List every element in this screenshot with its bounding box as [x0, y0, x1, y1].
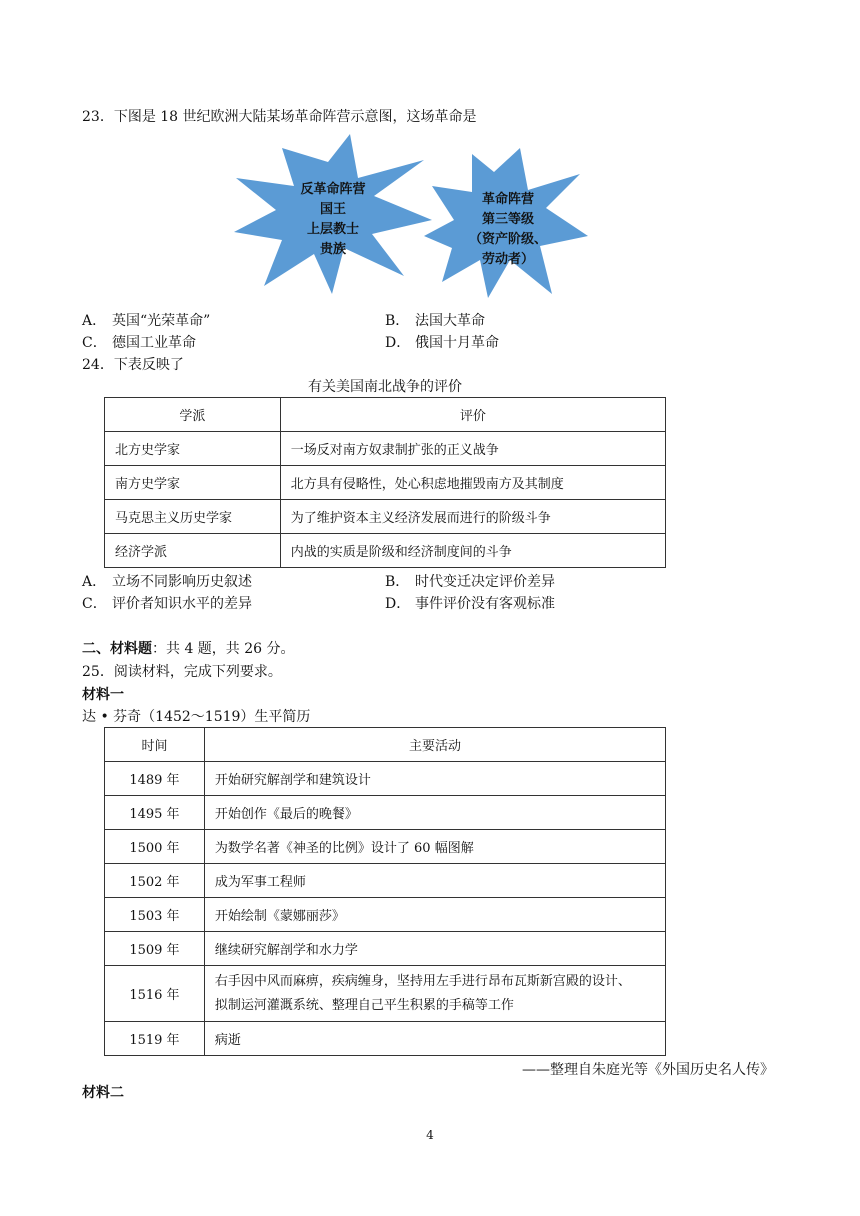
activity-cell: 成为军事工程师	[204, 864, 665, 898]
year-cell: 1516 年	[105, 966, 205, 1022]
table-header-row	[105, 398, 666, 432]
table-row	[105, 500, 666, 534]
material2-label: 材料二	[82, 1085, 124, 1101]
third-estate-label: 第三等级	[481, 212, 534, 227]
page-number: 4	[426, 1128, 434, 1142]
activity-cell: 为数学名著《神圣的比例》设计了 60 幅图解	[204, 830, 665, 864]
table-row	[105, 898, 666, 932]
q24-table-title: 有关美国南北战争的评价	[308, 379, 462, 395]
header-evaluation: 评价	[280, 398, 665, 432]
table-row	[105, 966, 666, 1022]
activity-cell: 病逝	[204, 1022, 665, 1056]
table-row	[105, 1022, 666, 1056]
q23-option-c[interactable]: C． 德国工业革命	[82, 335, 196, 351]
activity-line: 右手因中风而麻痹，疾病缠身，坚持用左手进行昂布瓦斯新宫殿的设计、	[214, 973, 631, 989]
q23-option-a[interactable]: A． 英国“光荣革命”	[82, 313, 211, 329]
revolution-camps-diagram	[228, 130, 598, 312]
table-row	[105, 466, 666, 500]
king-label: 国王	[319, 202, 346, 217]
activity-line: 拟制运河灌溉系统、整理自己平生积累的手稿等工作	[214, 997, 514, 1013]
year-cell: 1502 年	[105, 864, 205, 898]
year-cell: 1509 年	[105, 932, 205, 966]
year-cell: 1489 年	[105, 762, 205, 796]
table-row	[105, 796, 666, 830]
section2-heading: 二、材料题：共 4 题，共 26 分。	[82, 641, 295, 657]
counter-revolution-title: 反革命阵营	[300, 182, 366, 197]
activity-cell	[204, 966, 665, 1022]
q24-option-d[interactable]: D． 事件评价没有客观标准	[385, 596, 555, 612]
evaluation-cell: 一场反对南方奴隶制扩张的正义战争	[280, 432, 665, 466]
evaluation-cell: 为了维护资本主义经济发展而进行的阶级斗争	[280, 500, 665, 534]
header-school: 学派	[105, 398, 281, 432]
year-cell: 1519 年	[105, 1022, 205, 1056]
q24-option-c[interactable]: C． 评价者知识水平的差异	[82, 596, 252, 612]
activity-cell: 开始绘制《蒙娜丽莎》	[204, 898, 665, 932]
year-cell: 1503 年	[105, 898, 205, 932]
revolution-labels	[448, 190, 568, 270]
q23-option-d[interactable]: D． 俄国十月革命	[385, 335, 499, 351]
source-citation: ——整理自朱庭光等《外国历史名人传》	[522, 1062, 774, 1078]
q25-table-title: 达 • 芬奇（1452～1519）生平简历	[82, 709, 311, 725]
activity-cell: 开始研究解剖学和建筑设计	[204, 762, 665, 796]
evaluation-cell: 内战的实质是阶级和经济制度间的斗争	[280, 534, 665, 568]
school-cell: 北方史学家	[105, 432, 281, 466]
q24-option-b[interactable]: B． 时代变迁决定评价差异	[385, 574, 555, 590]
revolution-title: 革命阵营	[481, 192, 534, 207]
school-cell: 经济学派	[105, 534, 281, 568]
upper-clergy-label: 上层教士	[306, 222, 359, 237]
nobility-label: 贵族	[319, 242, 346, 257]
da-vinci-biography-table	[104, 727, 666, 1056]
table-row	[105, 432, 666, 466]
header-time: 时间	[105, 728, 205, 762]
evaluation-cell: 北方具有侵略性，处心积虑地摧毁南方及其制度	[280, 466, 665, 500]
q23-option-b[interactable]: B． 法国大革命	[385, 313, 485, 329]
q25-stem: 25．阅读材料，完成下列要求。	[82, 664, 282, 680]
table-row	[105, 534, 666, 568]
q23-stem: 23．下图是 18 世纪欧洲大陆某场革命阵营示意图，这场革命是	[82, 109, 477, 125]
year-cell: 1500 年	[105, 830, 205, 864]
material1-label: 材料一	[82, 687, 124, 703]
civil-war-evaluation-table	[104, 397, 666, 568]
table-row	[105, 830, 666, 864]
counter-revolution-labels	[278, 180, 388, 260]
activity-cell: 继续研究解剖学和水力学	[204, 932, 665, 966]
q24-option-a[interactable]: A． 立场不同影响历史叙述	[82, 574, 252, 590]
activity-cell: 开始创作《最后的晚餐》	[204, 796, 665, 830]
laborers-label: 劳动者）	[481, 252, 534, 267]
bourgeoisie-label: （资产阶级、	[468, 232, 547, 247]
table-header-row	[105, 728, 666, 762]
header-activity: 主要活动	[204, 728, 665, 762]
year-cell: 1495 年	[105, 796, 205, 830]
table-row	[105, 932, 666, 966]
school-cell: 南方史学家	[105, 466, 281, 500]
table-row	[105, 864, 666, 898]
table-row	[105, 762, 666, 796]
school-cell: 马克思主义历史学家	[105, 500, 281, 534]
q24-stem: 24．下表反映了	[82, 357, 184, 373]
